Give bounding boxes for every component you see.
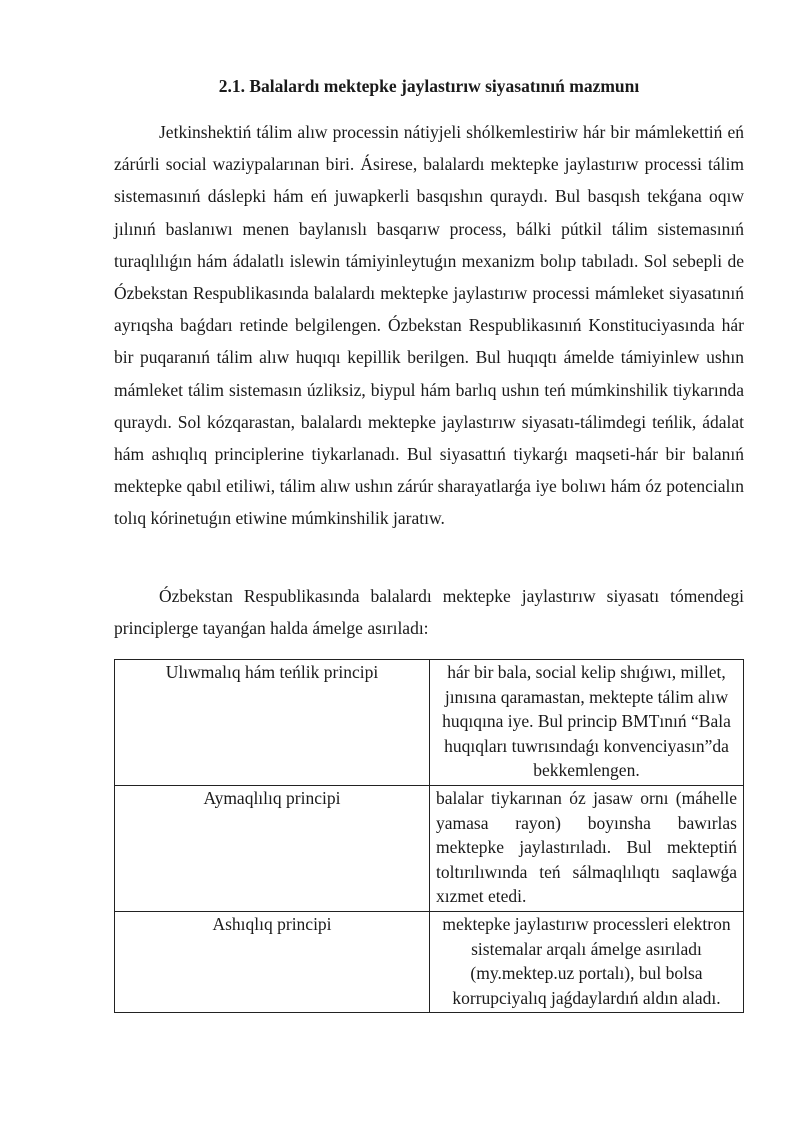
table-row — [115, 660, 744, 786]
section-heading: 2.1. Balalardı mektepke jaylastırıw siyasatınıń mazmunı — [218, 76, 640, 96]
principle-description: hár bir bala, social kelip shıǵıwı, millet, jınısına qaramastan, mektepte tálim alıw huqıqına iye. Bul princip BMTınıń “Bala huqıqları tuwrısındaǵı konvenciyasın”da bekkemlengen. — [430, 660, 744, 786]
principle-name: Ulıwmalıq hám teńlik principi — [115, 660, 430, 786]
principles-intro-paragraph: Ózbekstan Respublikasında balalardı mektepke jaylastırıw siyasatı tómendegi principlerge tayanǵan halda ámelge asırıladı: — [114, 586, 744, 639]
table-row — [115, 785, 744, 911]
principle-description: mektepke jaylastırıw processleri elektron sistemalar arqalı ámelge asırıladı (my.mektep.uz portalı), bul bolsa korrupciyalıq jaǵdaylardıń aldın aladı. — [430, 911, 744, 1012]
table-row — [115, 911, 744, 1012]
principle-name: Aymaqlılıq principi — [115, 785, 430, 911]
principle-name: Ashıqlıq principi — [115, 911, 430, 1012]
intro-paragraph: Jetkinshektiń tálim alıw processin nátiyjeli shólkemlestiriw hár bir mámlekettiń eń zárúrli social waziypalarınan biri. Ásirese, balalardı mektepke jaylastırıw processi tálim sistemasınıń dáslepki hám eń juwapkerli basqıshın quraydı. Bul basqısh tekǵana oqıw jılınıń baslanıwı menen baylanıslı basqarıw process, bálki pútkil tálim sistemasınıń turaqlılıǵın hám ádalatlı islewin támiyinleytuǵın mexanizm bolıp tabıladı. Sol sebepli de Ózbekstan Respublikasında balalardı mektepke jaylastırıw processi mámleket siyasatınıń ayrıqsha baǵdarı retinde belgilengen. Ózbekstan Respublikasınıń Konstituciyasında hár bir puqaranıń tálim alıw huqıqı kepillik berilgen. Bul huqıqtı ámelde támiyinlew ushın mámleket tálim sistemasın úzliksiz, biypul hám barlıq ushın teń múmkinshilik tiykarında quraydı. Sol kózqarastan, balalardı mektepke jaylastırıw siyasatı-tálimdegi teńlik, ádalat hám ashıqlıq principlerine tiykarlanadı. Bul siyasattıń tiykarǵı maqseti-hár bir balanıń mektepke qabıl etiliwi, tálim alıw ushın zárúr sharayatlarǵa iye bolıwı hám óz potencialın tolıq kórinetuǵın etiwine múmkinshilik jaratıw. — [114, 122, 744, 529]
principles-table — [114, 659, 744, 1013]
principle-description: balalar tiykarınan óz jasaw ornı (máhelle yamasa rayon) boyınsha bawırlas mektepke jaylastırıladı. Bul mekteptiń toltırılıwında teń sálmaqlılıqtı saqlawǵa xızmet etedi. — [430, 785, 744, 911]
